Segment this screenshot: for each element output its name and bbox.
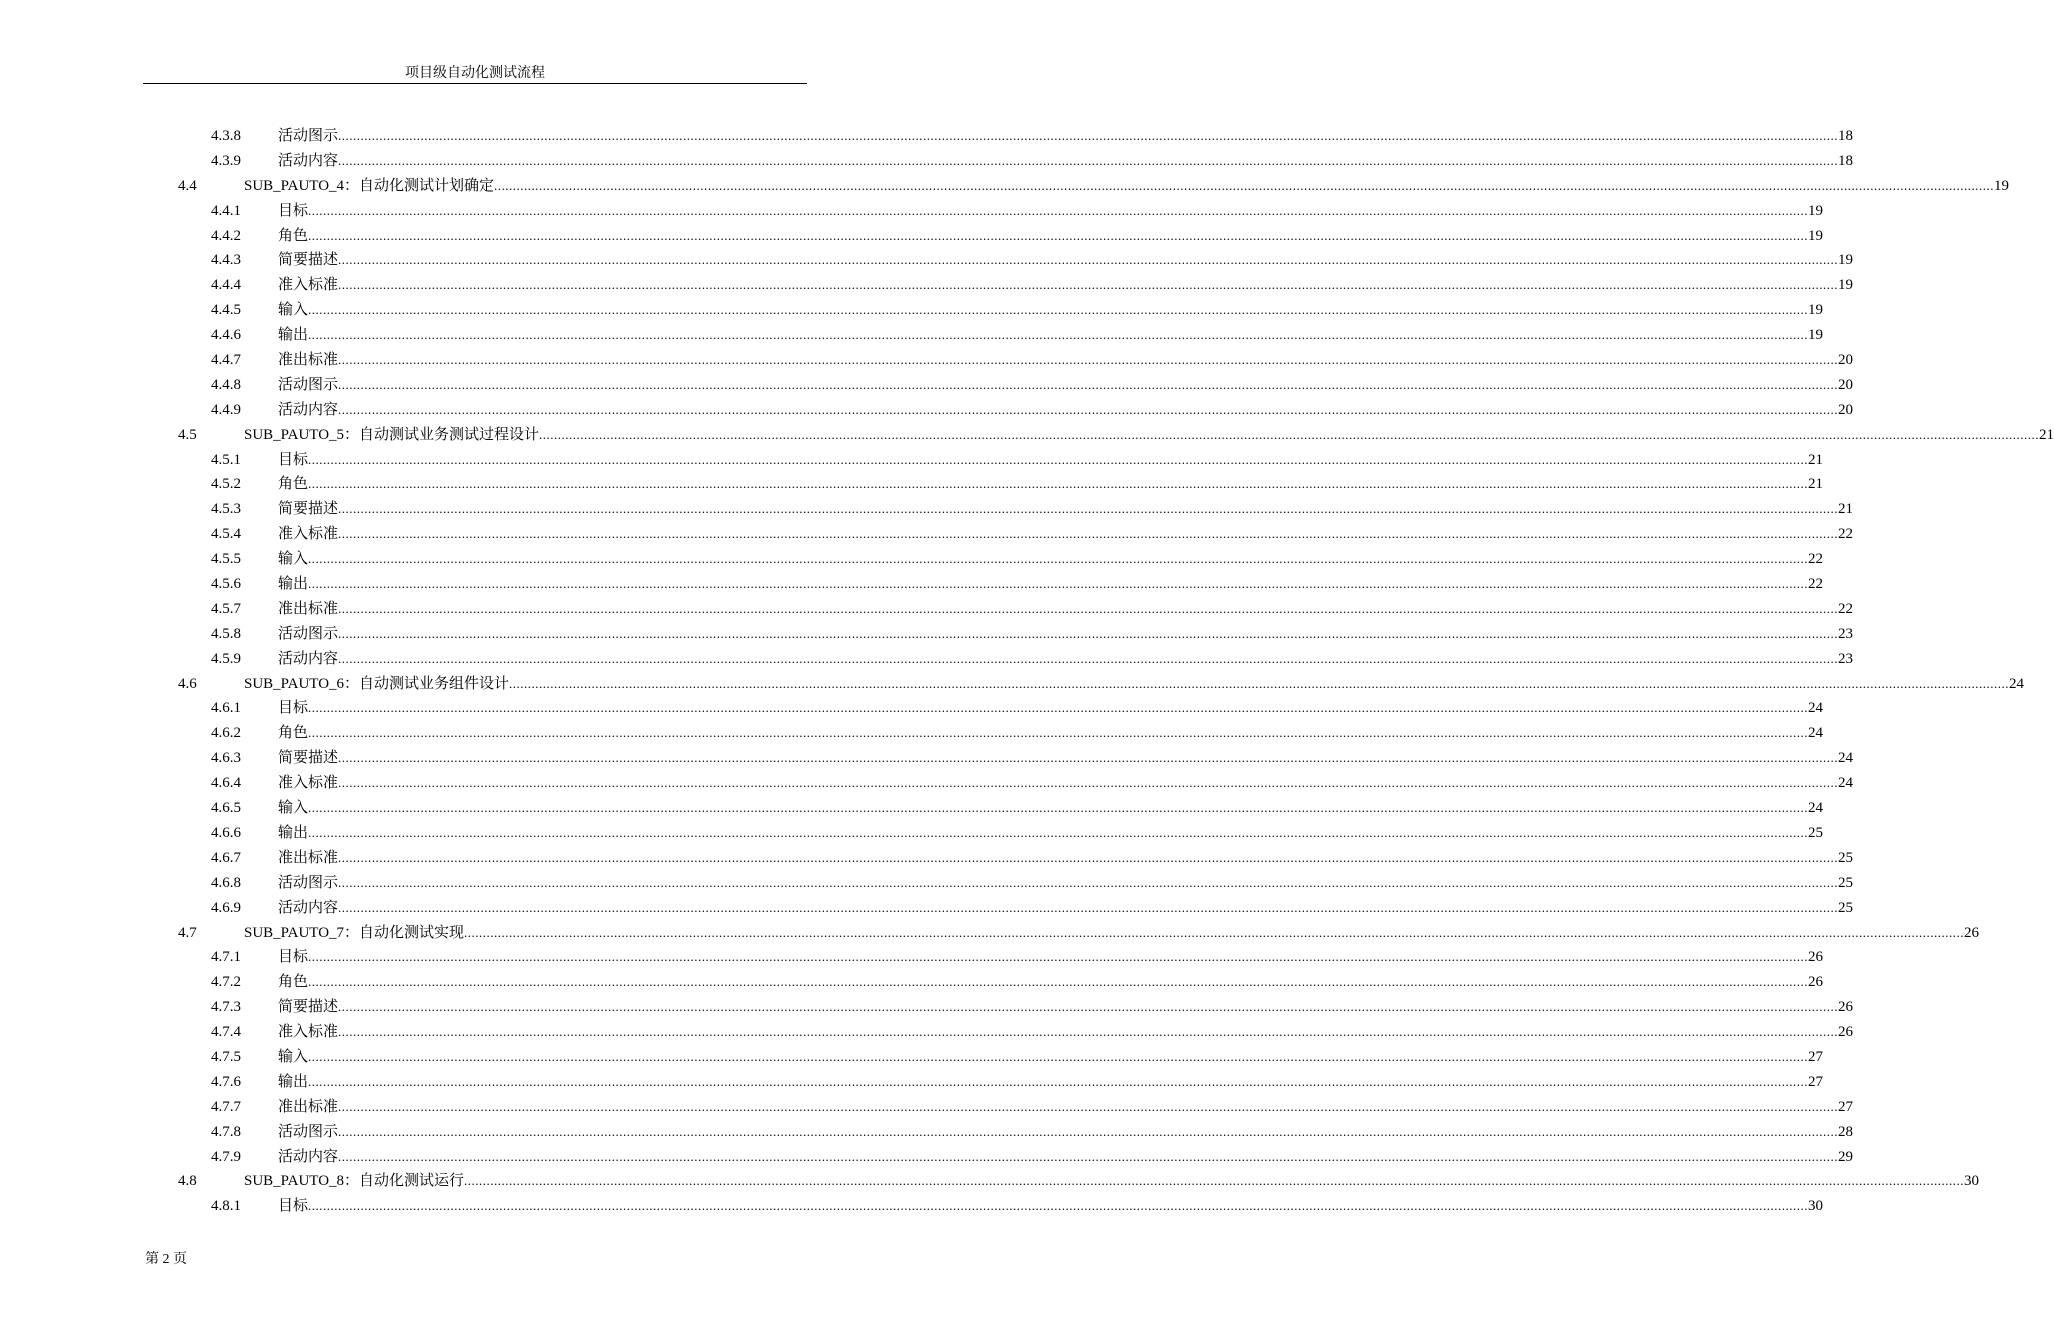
toc-entry-title: SUB_PAUTO_7：自动化测试实现 — [244, 924, 465, 941]
toc-entry-title: 输出 — [278, 824, 309, 841]
toc-entry-number: 4.7.6 — [211, 1073, 241, 1090]
toc-entry-title: 活动图示 — [278, 376, 339, 393]
toc-entry-title: 简要描述 — [278, 501, 339, 518]
toc-entry[interactable] — [0, 871, 1854, 896]
toc-entry-title: 活动图示 — [278, 128, 339, 144]
toc-entry-number: 4.7.1 — [211, 949, 241, 966]
toc-entry-title: 输入 — [278, 800, 309, 817]
toc-entry-number: 4.6.1 — [211, 700, 241, 717]
toc-entry[interactable] — [0, 323, 1824, 348]
toc-entry-number: 4.6.4 — [211, 775, 241, 792]
toc-entry-page: 24 — [1808, 700, 1824, 717]
toc-dot-leader: ................................................................................................................................................................................................................................................................................................................................................................................................................ — [338, 401, 1839, 417]
toc-dot-leader: ................................................................................................................................................................................................................................................................................................................................................................................................................ — [494, 177, 1995, 193]
toc-dot-leader: ................................................................................................................................................................................................................................................................................................................................................................................................................ — [338, 128, 1839, 143]
toc-dot-leader: ................................................................................................................................................................................................................................................................................................................................................................................................................ — [338, 874, 1839, 890]
toc-dot-leader: ................................................................................................................................................................................................................................................................................................................................................................................................................ — [308, 302, 1809, 318]
toc-entry-title: 活动内容 — [278, 1148, 339, 1165]
toc-entry-page: 24 — [1808, 800, 1824, 817]
toc-entry-title: 目标 — [278, 1198, 309, 1215]
toc-entry-page: 25 — [1838, 849, 1854, 866]
page-header-title: 项目级自动化测试流程 — [405, 66, 545, 81]
toc-dot-leader: ................................................................................................................................................................................................................................................................................................................................................................................................................ — [338, 1098, 1839, 1114]
toc-entry[interactable] — [0, 1194, 1824, 1219]
toc-entry-number: 4.4.8 — [211, 376, 241, 393]
toc-dot-leader: ................................................................................................................................................................................................................................................................................................................................................................................................................ — [338, 501, 1839, 517]
toc-dot-leader: ................................................................................................................................................................................................................................................................................................................................................................................................................ — [308, 451, 1809, 467]
toc-entry[interactable] — [0, 995, 1854, 1020]
toc-entry[interactable] — [0, 224, 1824, 249]
toc-dot-leader: ................................................................................................................................................................................................................................................................................................................................................................................................................ — [338, 899, 1839, 915]
toc-entry-number: 4.8.1 — [211, 1198, 241, 1215]
toc-entry-number: 4.6.9 — [211, 899, 241, 916]
toc-entry[interactable] — [0, 472, 1824, 497]
toc-entry-title: 准出标准 — [278, 849, 339, 866]
toc-dot-leader: ................................................................................................................................................................................................................................................................................................................................................................................................................ — [308, 800, 1809, 816]
page-footer-number: 第 2 页 — [145, 1252, 187, 1267]
toc-dot-leader: ................................................................................................................................................................................................................................................................................................................................................................................................................ — [464, 924, 1965, 940]
toc-entry-title: 输出 — [278, 327, 309, 344]
toc-entry-number: 4.3.8 — [211, 128, 241, 144]
toc-entry[interactable] — [0, 672, 2025, 697]
toc-entry-page: 29 — [1838, 1148, 1854, 1165]
toc-entry-page: 20 — [1838, 401, 1854, 418]
toc-entry-page: 26 — [1808, 974, 1824, 991]
toc-entry-title: 角色 — [278, 227, 309, 244]
toc-entry-page: 26 — [1838, 1024, 1854, 1041]
toc-entry-page: 24 — [1808, 725, 1824, 742]
toc-entry-title: 活动内容 — [278, 152, 339, 169]
toc-dot-leader: ................................................................................................................................................................................................................................................................................................................................................................................................................ — [338, 277, 1839, 293]
toc-entry[interactable] — [0, 846, 1854, 871]
toc-entry-title: SUB_PAUTO_6：自动测试业务组件设计 — [244, 675, 510, 692]
header-divider — [143, 83, 807, 84]
toc-entry[interactable] — [0, 248, 1854, 273]
toc-entry-number: 4.6.3 — [211, 750, 241, 767]
toc-entry-page: 19 — [1808, 327, 1824, 344]
toc-entry-page: 28 — [1838, 1123, 1854, 1140]
toc-entry-number: 4.7.4 — [211, 1024, 241, 1041]
toc-entry[interactable] — [0, 821, 1824, 846]
toc-dot-leader: ................................................................................................................................................................................................................................................................................................................................................................................................................ — [308, 576, 1809, 592]
toc-entry-page: 19 — [1808, 302, 1824, 319]
toc-entry-number: 4.7.2 — [211, 974, 241, 991]
toc-entry-number: 4.4.9 — [211, 401, 241, 418]
toc-dot-leader: ................................................................................................................................................................................................................................................................................................................................................................................................................ — [338, 376, 1839, 392]
toc-entry[interactable] — [0, 547, 1824, 572]
toc-entry-page: 20 — [1838, 376, 1854, 393]
toc-dot-leader: ................................................................................................................................................................................................................................................................................................................................................................................................................ — [308, 551, 1809, 567]
toc-entry[interactable] — [0, 796, 1824, 821]
toc-dot-leader: ................................................................................................................................................................................................................................................................................................................................................................................................................ — [539, 426, 2040, 442]
toc-dot-leader: ................................................................................................................................................................................................................................................................................................................................................................................................................ — [308, 949, 1809, 965]
toc-entry[interactable] — [0, 1169, 1980, 1194]
toc-dot-leader: ................................................................................................................................................................................................................................................................................................................................................................................................................ — [338, 1123, 1839, 1139]
toc-entry-number: 4.3.9 — [211, 152, 241, 169]
toc-entry-number: 4.7.8 — [211, 1123, 241, 1140]
toc-entry-number: 4.7.7 — [211, 1098, 241, 1115]
toc-entry-page: 27 — [1808, 1073, 1824, 1090]
toc-entry[interactable] — [0, 647, 1854, 672]
toc-dot-leader: ................................................................................................................................................................................................................................................................................................................................................................................................................ — [338, 999, 1839, 1015]
toc-entry-title: 准出标准 — [278, 1098, 339, 1115]
toc-dot-leader: ................................................................................................................................................................................................................................................................................................................................................................................................................ — [338, 775, 1839, 791]
toc-entry-title: 输出 — [278, 576, 309, 593]
toc-dot-leader: ................................................................................................................................................................................................................................................................................................................................................................................................................ — [338, 526, 1839, 542]
toc-entry-number: 4.4 — [178, 177, 197, 194]
toc-dot-leader: ................................................................................................................................................................................................................................................................................................................................................................................................................ — [338, 750, 1839, 766]
toc-entry[interactable] — [0, 945, 1824, 970]
toc-entry[interactable] — [0, 298, 1824, 323]
toc-entry-page: 22 — [1808, 551, 1824, 568]
toc-entry-title: 准出标准 — [278, 352, 339, 369]
toc-entry-number: 4.6.2 — [211, 725, 241, 742]
toc-entry-page: 19 — [1808, 202, 1824, 219]
toc-entry[interactable] — [0, 1020, 1854, 1045]
toc-entry-page: 30 — [1964, 1173, 1980, 1190]
toc-entry-title: SUB_PAUTO_4：自动化测试计划确定 — [244, 177, 495, 194]
toc-entry[interactable] — [0, 373, 1854, 398]
toc-entry-title: 输入 — [278, 1048, 309, 1065]
toc-entry-title: 活动图示 — [278, 874, 339, 891]
toc-entry-number: 4.7.3 — [211, 999, 241, 1016]
toc-entry[interactable] — [0, 522, 1854, 547]
toc-entry[interactable] — [0, 696, 1824, 721]
toc-entry-title: 角色 — [278, 725, 309, 742]
toc-entry-page: 19 — [1838, 277, 1854, 294]
toc-dot-leader: ................................................................................................................................................................................................................................................................................................................................................................................................................ — [308, 1073, 1809, 1089]
toc-entry-number: 4.7.5 — [211, 1048, 241, 1065]
toc-entry-title: 角色 — [278, 974, 309, 991]
toc-entry[interactable] — [0, 771, 1854, 796]
toc-entry-title: 准入标准 — [278, 526, 339, 543]
toc-entry-title: 输入 — [278, 551, 309, 568]
toc-dot-leader: ................................................................................................................................................................................................................................................................................................................................................................................................................ — [338, 152, 1839, 168]
toc-entry-title: SUB_PAUTO_5：自动测试业务测试过程设计 — [244, 426, 540, 443]
toc-entry-title: 简要描述 — [278, 252, 339, 269]
toc-entry[interactable] — [0, 1145, 1854, 1170]
toc-entry-page: 21 — [2039, 426, 2054, 443]
toc-entry-title: 活动内容 — [278, 899, 339, 916]
toc-entry[interactable] — [0, 1045, 1824, 1070]
toc-entry-page: 25 — [1808, 824, 1824, 841]
toc-entry-title: 准入标准 — [278, 775, 339, 792]
toc-entry-number: 4.5.9 — [211, 650, 241, 667]
toc-entry-number: 4.5.8 — [211, 625, 241, 642]
toc-dot-leader: ................................................................................................................................................................................................................................................................................................................................................................................................................ — [308, 1198, 1809, 1214]
toc-entry[interactable] — [0, 921, 1980, 946]
toc-entry-page: 22 — [1838, 600, 1854, 617]
toc-entry[interactable] — [0, 273, 1854, 298]
toc-entry-page: 24 — [1838, 775, 1854, 792]
toc-dot-leader: ................................................................................................................................................................................................................................................................................................................................................................................................................ — [338, 252, 1839, 268]
toc-entry-page: 21 — [1808, 476, 1824, 493]
toc-dot-leader: ................................................................................................................................................................................................................................................................................................................................................................................................................ — [338, 1148, 1839, 1164]
toc-entry-number: 4.6.6 — [211, 824, 241, 841]
toc-entry-page: 26 — [1964, 924, 1980, 941]
toc-entry-page: 21 — [1808, 451, 1824, 468]
toc-dot-leader: ................................................................................................................................................................................................................................................................................................................................................................................................................ — [308, 974, 1809, 990]
toc-entry-page: 23 — [1838, 650, 1854, 667]
toc-entry[interactable] — [0, 970, 1824, 995]
table-of-contents — [0, 124, 2054, 1219]
toc-entry-title: 活动图示 — [278, 1123, 339, 1140]
toc-entry[interactable] — [0, 398, 1854, 423]
toc-entry[interactable] — [0, 1070, 1824, 1095]
toc-entry-number: 4.5.5 — [211, 551, 241, 568]
toc-dot-leader: ................................................................................................................................................................................................................................................................................................................................................................................................................ — [308, 227, 1809, 243]
toc-dot-leader: ................................................................................................................................................................................................................................................................................................................................................................................................................ — [308, 476, 1809, 492]
toc-entry-title: 输入 — [278, 302, 309, 319]
toc-dot-leader: ................................................................................................................................................................................................................................................................................................................................................................................................................ — [308, 1048, 1809, 1064]
toc-entry[interactable] — [0, 423, 2054, 448]
toc-entry-page: 22 — [1838, 526, 1854, 543]
toc-entry-page: 27 — [1838, 1098, 1854, 1115]
toc-entry-title: SUB_PAUTO_8：自动化测试运行 — [244, 1173, 465, 1190]
toc-entry-title: 准出标准 — [278, 600, 339, 617]
toc-dot-leader: ................................................................................................................................................................................................................................................................................................................................................................................................................ — [308, 700, 1809, 716]
toc-dot-leader: ................................................................................................................................................................................................................................................................................................................................................................................................................ — [338, 352, 1839, 368]
toc-dot-leader: ................................................................................................................................................................................................................................................................................................................................................................................................................ — [338, 650, 1839, 666]
toc-entry[interactable] — [0, 149, 1854, 174]
toc-dot-leader: ................................................................................................................................................................................................................................................................................................................................................................................................................ — [464, 1173, 1965, 1189]
toc-entry-page: 18 — [1838, 152, 1854, 169]
toc-entry-page: 22 — [1808, 576, 1824, 593]
toc-entry[interactable] — [0, 597, 1854, 622]
toc-entry-page: 26 — [1838, 999, 1854, 1016]
toc-entry-number: 4.7 — [178, 924, 197, 941]
toc-entry[interactable] — [0, 896, 1854, 921]
toc-entry-page: 19 — [1808, 227, 1824, 244]
toc-entry-page: 21 — [1838, 501, 1854, 518]
toc-entry-page: 26 — [1808, 949, 1824, 966]
toc-entry[interactable] — [0, 497, 1854, 522]
toc-entry-page: 23 — [1838, 625, 1854, 642]
toc-entry[interactable] — [0, 622, 1854, 647]
toc-entry[interactable] — [0, 448, 1824, 473]
toc-entry[interactable] — [0, 124, 1854, 149]
toc-entry-number: 4.4.2 — [211, 227, 241, 244]
toc-entry-number: 4.7.9 — [211, 1148, 241, 1165]
toc-entry-page: 25 — [1838, 874, 1854, 891]
toc-entry-page: 24 — [2009, 675, 2025, 692]
toc-entry-title: 目标 — [278, 451, 309, 468]
toc-entry-page: 24 — [1838, 750, 1854, 767]
toc-entry-number: 4.6 — [178, 675, 197, 692]
toc-dot-leader: ................................................................................................................................................................................................................................................................................................................................................................................................................ — [338, 625, 1839, 641]
toc-entry-page: 20 — [1838, 352, 1854, 369]
toc-entry-number: 4.5.2 — [211, 476, 241, 493]
toc-entry-title: 准入标准 — [278, 277, 339, 294]
toc-entry-title: 输出 — [278, 1073, 309, 1090]
toc-entry-title: 活动图示 — [278, 625, 339, 642]
toc-entry-page: 25 — [1838, 899, 1854, 916]
toc-entry-number: 4.4.1 — [211, 202, 241, 219]
toc-entry-number: 4.4.4 — [211, 277, 241, 294]
toc-entry-page: 19 — [1994, 177, 2010, 194]
toc-dot-leader: ................................................................................................................................................................................................................................................................................................................................................................................................................ — [338, 849, 1839, 865]
toc-entry-number: 4.5.3 — [211, 501, 241, 518]
toc-entry-number: 4.4.5 — [211, 302, 241, 319]
toc-entry-title: 活动内容 — [278, 401, 339, 418]
toc-entry[interactable] — [0, 199, 1824, 224]
toc-entry[interactable] — [0, 1120, 1854, 1145]
toc-entry-number: 4.5 — [178, 426, 197, 443]
toc-entry[interactable] — [0, 572, 1824, 597]
toc-entry[interactable] — [0, 348, 1854, 373]
toc-entry-page: 18 — [1838, 128, 1854, 144]
toc-entry-number: 4.5.4 — [211, 526, 241, 543]
toc-dot-leader: ................................................................................................................................................................................................................................................................................................................................................................................................................ — [308, 725, 1809, 741]
toc-entry-number: 4.5.6 — [211, 576, 241, 593]
toc-entry-number: 4.4.3 — [211, 252, 241, 269]
toc-entry[interactable] — [0, 174, 2010, 199]
toc-entry-number: 4.6.5 — [211, 800, 241, 817]
toc-entry[interactable] — [0, 746, 1854, 771]
toc-entry-number: 4.5.1 — [211, 451, 241, 468]
toc-entry-title: 活动内容 — [278, 650, 339, 667]
toc-entry-title: 目标 — [278, 202, 309, 219]
toc-entry-title: 目标 — [278, 700, 309, 717]
toc-entry-page: 27 — [1808, 1048, 1824, 1065]
toc-dot-leader: ................................................................................................................................................................................................................................................................................................................................................................................................................ — [308, 824, 1809, 840]
toc-entry-title: 简要描述 — [278, 999, 339, 1016]
toc-entry[interactable] — [0, 721, 1824, 746]
toc-entry-number: 4.4.7 — [211, 352, 241, 369]
toc-dot-leader: ................................................................................................................................................................................................................................................................................................................................................................................................................ — [308, 202, 1809, 218]
toc-entry-title: 角色 — [278, 476, 309, 493]
toc-entry-title: 准入标准 — [278, 1024, 339, 1041]
toc-dot-leader: ................................................................................................................................................................................................................................................................................................................................................................................................................ — [338, 600, 1839, 616]
toc-dot-leader: ................................................................................................................................................................................................................................................................................................................................................................................................................ — [509, 675, 2010, 691]
toc-entry-page: 30 — [1808, 1198, 1824, 1215]
toc-entry-number: 4.5.7 — [211, 600, 241, 617]
toc-entry-title: 简要描述 — [278, 750, 339, 767]
toc-entry-number: 4.6.7 — [211, 849, 241, 866]
toc-entry-page: 19 — [1838, 252, 1854, 269]
toc-entry-number: 4.8 — [178, 1173, 197, 1190]
toc-entry[interactable] — [0, 1095, 1854, 1120]
toc-entry-number: 4.6.8 — [211, 874, 241, 891]
toc-dot-leader: ................................................................................................................................................................................................................................................................................................................................................................................................................ — [308, 327, 1809, 343]
toc-entry-title: 目标 — [278, 949, 309, 966]
toc-entry-number: 4.4.6 — [211, 327, 241, 344]
toc-dot-leader: ................................................................................................................................................................................................................................................................................................................................................................................................................ — [338, 1024, 1839, 1040]
